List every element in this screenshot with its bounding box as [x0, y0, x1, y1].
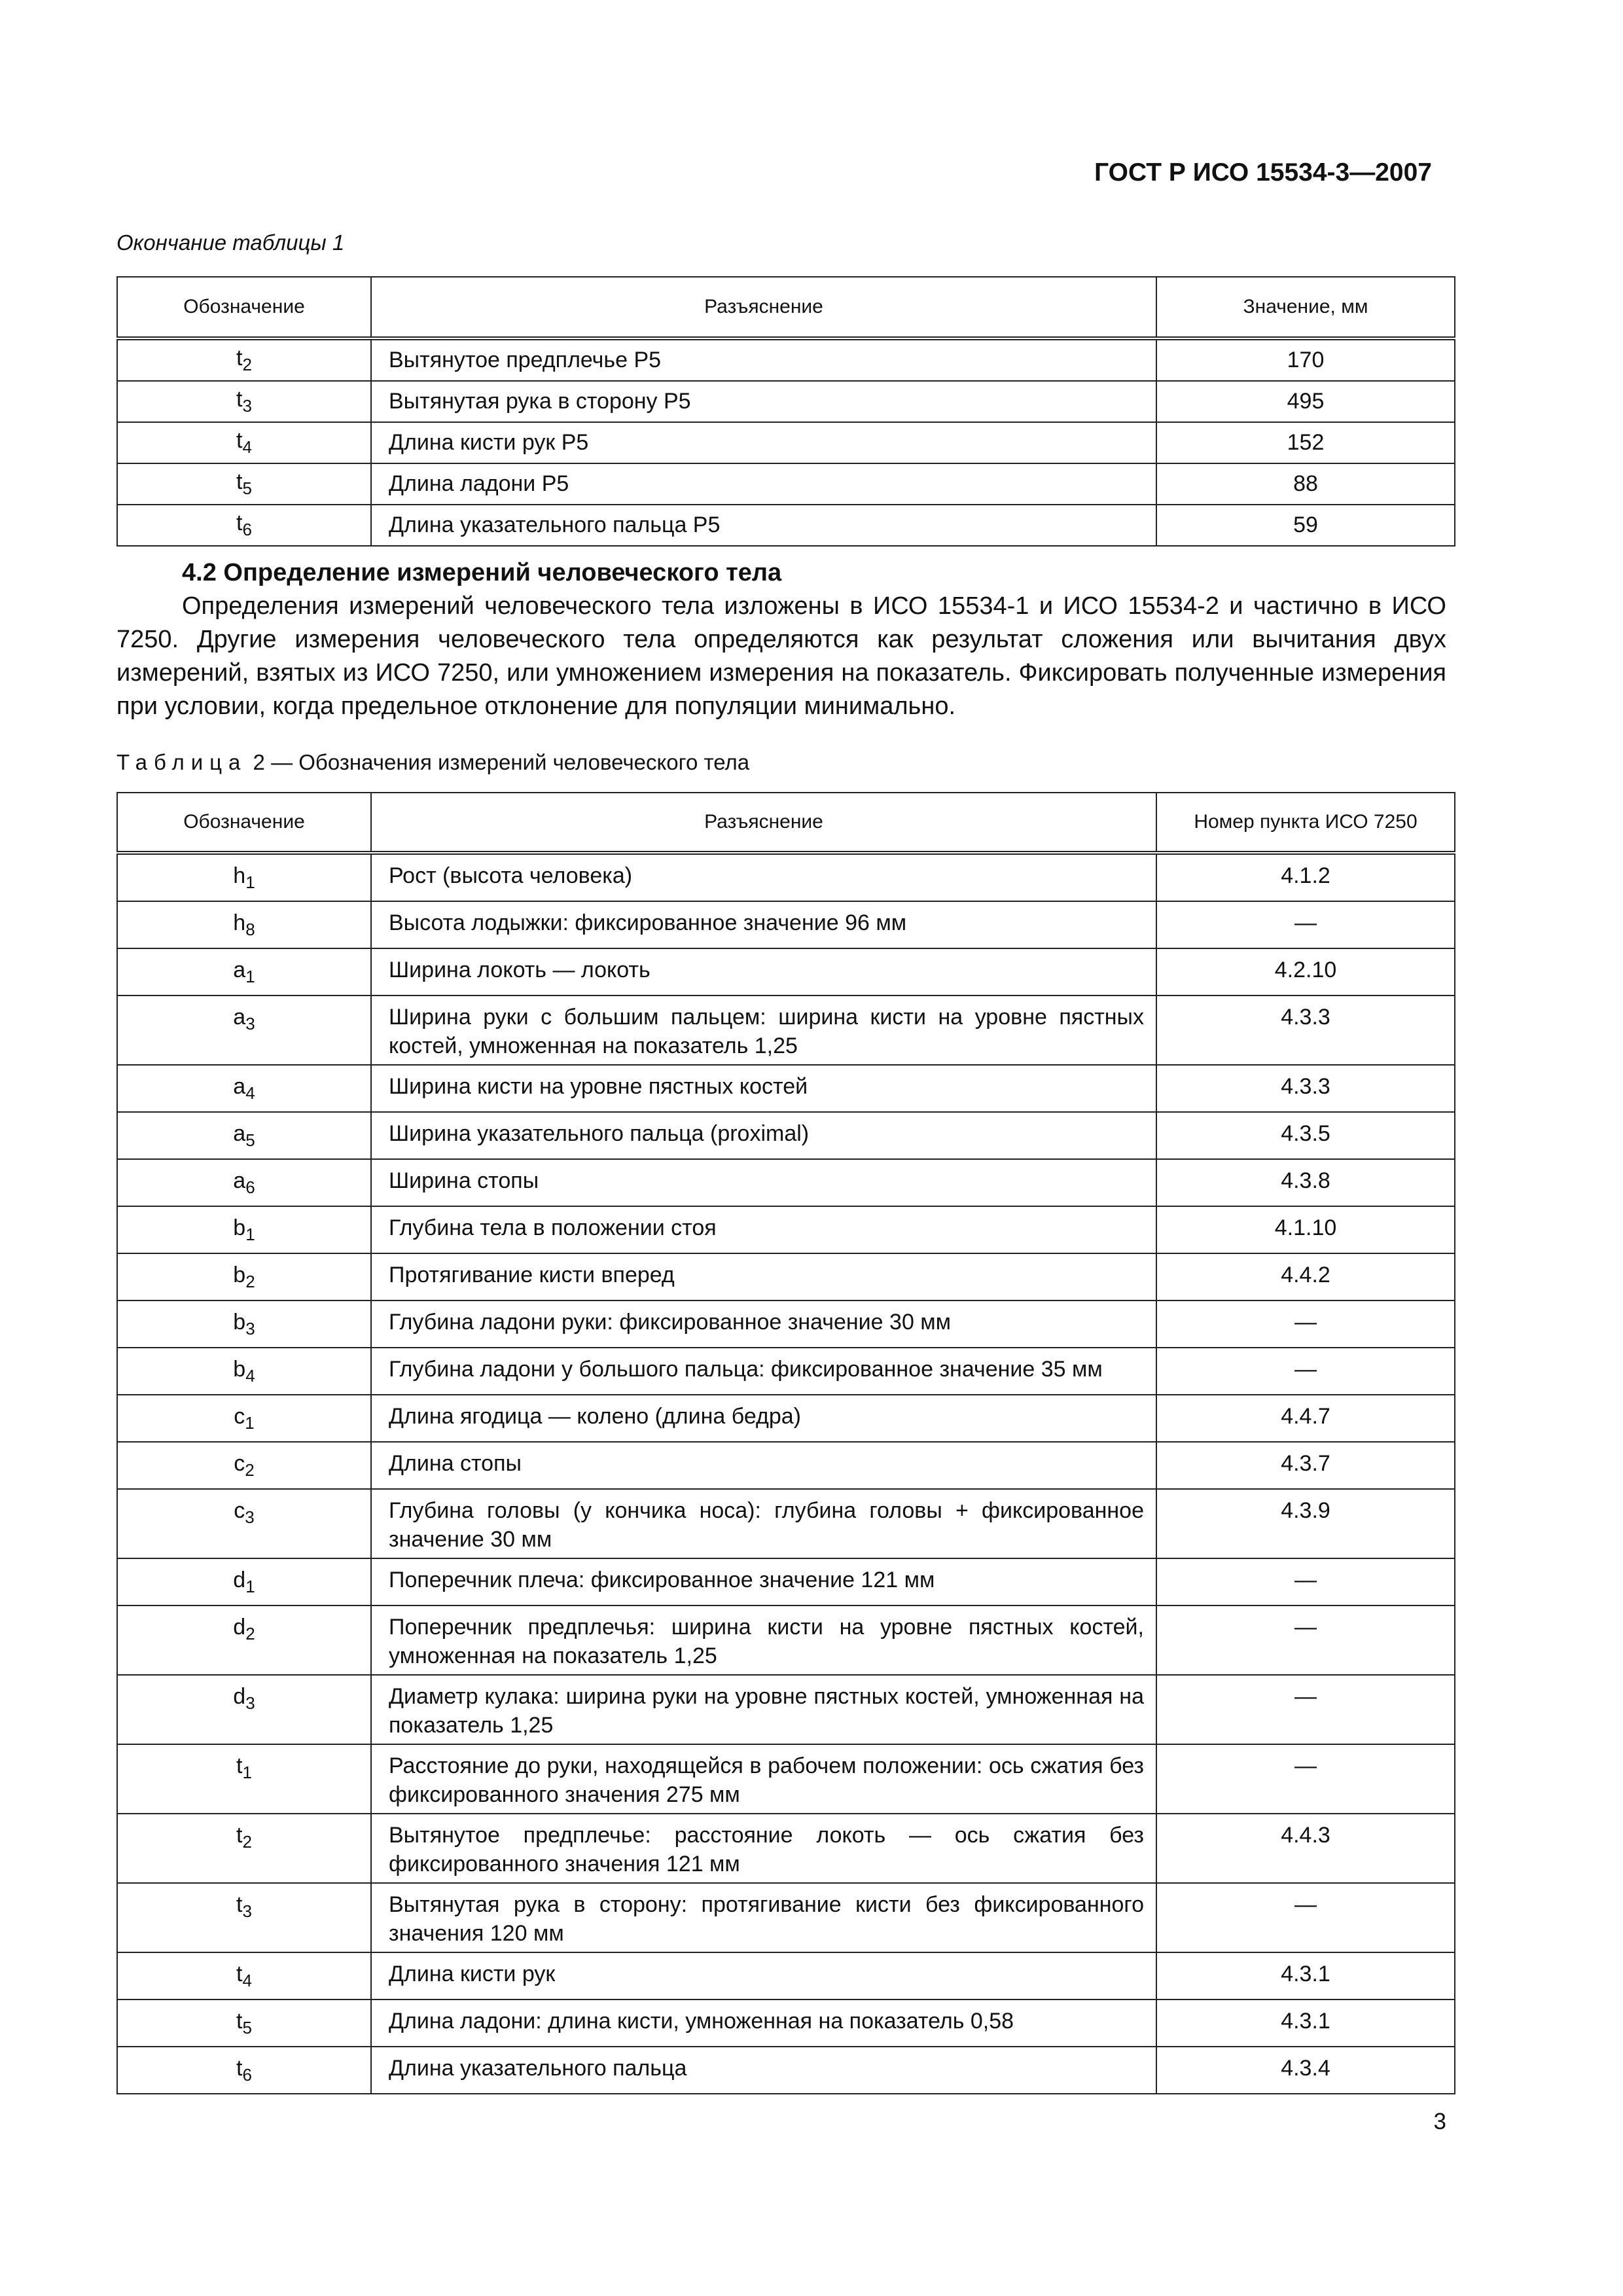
designation-subscript: 3	[245, 1693, 255, 1713]
value-cell: 4.3.3	[1156, 1065, 1455, 1112]
explanation-cell: Длина ладони Р5	[371, 463, 1156, 505]
designation-symbol: t	[236, 469, 243, 494]
table-row	[117, 1675, 1455, 1744]
table-row	[117, 463, 1455, 505]
table-header-row	[117, 793, 1455, 853]
designation-subscript: 2	[242, 355, 252, 374]
column-header-iso-clause: Номер пункта ИСО 7250	[1156, 793, 1455, 853]
explanation-cell: Ширина указательного пальца (proximal)	[371, 1112, 1156, 1159]
designation-cell	[117, 505, 371, 546]
designation-symbol: d	[233, 1615, 246, 1640]
explanation-cell: Длина кисти рук Р5	[371, 422, 1156, 463]
designation-cell	[117, 463, 371, 505]
explanation-cell: Вытянутое предплечье: расстояние локоть — ось сжатия без фиксированного значения 121 мм	[371, 1814, 1156, 1883]
value-cell: 4.1.10	[1156, 1206, 1455, 1253]
designation-symbol: t	[236, 1962, 243, 1986]
designation-subscript: 1	[245, 1413, 255, 1433]
designation-subscript: 1	[245, 1225, 255, 1244]
section-4-2	[116, 556, 1446, 723]
explanation-cell: Глубина головы (у кончика носа): глубина головы + фиксированное значение 30 мм	[371, 1489, 1156, 1558]
table-row	[117, 1952, 1455, 2000]
designation-cell	[117, 338, 371, 381]
designation-symbol: t	[236, 1892, 243, 1917]
designation-cell	[117, 1489, 371, 1558]
designation-subscript: 4	[242, 437, 252, 457]
table-row	[117, 1395, 1455, 1442]
table-row	[117, 1159, 1455, 1206]
designation-symbol: t	[236, 428, 243, 453]
table-row	[117, 901, 1455, 948]
designation-subscript: 5	[242, 2018, 252, 2037]
designation-symbol: a	[233, 1074, 246, 1099]
table-row	[117, 381, 1455, 422]
designation-symbol: c	[234, 1404, 245, 1429]
designation-symbol: h	[233, 910, 246, 935]
designation-cell	[117, 1442, 371, 1489]
explanation-cell: Вытянутая рука в сторону Р5	[371, 381, 1156, 422]
designation-subscript: 5	[242, 478, 252, 498]
explanation-cell: Расстояние до руки, находящейся в рабочем положении: ось сжатия без фиксированного значения 275 мм	[371, 1744, 1156, 1814]
designation-subscript: 6	[242, 2065, 252, 2085]
designation-cell	[117, 1395, 371, 1442]
table-row	[117, 505, 1455, 546]
designation-subscript: 1	[245, 967, 255, 986]
designation-subscript: 4	[245, 1083, 255, 1103]
designation-symbol: a	[233, 958, 246, 982]
designation-cell	[117, 1883, 371, 1952]
section-body: Определения измерений человеческого тела изложены в ИСО 15534-1 и ИСО 15534-2 и частично в ИСО 7250. Другие измерения человеческого тела определяются как результат сложения или вычитания двух измерений, взятых из ИСО 7250, или умножением измерения на показатель. Фиксировать полученные измерения при условии, когда предельное отклонение для популяции минимально.	[116, 592, 1446, 720]
value-cell: 4.3.1	[1156, 2000, 1455, 2047]
value-cell: 4.3.3	[1156, 996, 1455, 1065]
designation-subscript: 6	[242, 520, 252, 539]
value-cell: 4.3.7	[1156, 1442, 1455, 1489]
explanation-cell: Глубина ладони руки: фиксированное значение 30 мм	[371, 1300, 1156, 1348]
explanation-cell: Глубина тела в положении стоя	[371, 1206, 1156, 1253]
designation-symbol: a	[233, 1168, 246, 1193]
value-cell: 4.3.5	[1156, 1112, 1455, 1159]
column-header-explanation: Разъяснение	[371, 793, 1156, 853]
explanation-cell: Ширина локоть — локоть	[371, 948, 1156, 996]
explanation-cell: Вытянутая рука в сторону: протягивание кисти без фиксированного значения 120 мм	[371, 1883, 1156, 1952]
explanation-cell: Ширина руки с большим пальцем: ширина кисти на уровне пястных костей, умноженная на показатель 1,25	[371, 996, 1156, 1065]
table-row	[117, 1206, 1455, 1253]
designation-subscript: 4	[242, 1971, 252, 1990]
designation-cell	[117, 381, 371, 422]
table-row	[117, 1605, 1455, 1675]
designation-symbol: d	[233, 1684, 246, 1709]
value-cell: —	[1156, 1300, 1455, 1348]
designation-symbol: t	[236, 346, 243, 370]
value-cell: —	[1156, 1348, 1455, 1395]
table-row	[117, 996, 1455, 1065]
designation-subscript: 4	[245, 1366, 255, 1386]
designation-symbol: d	[233, 1568, 246, 1592]
value-cell: 4.4.2	[1156, 1253, 1455, 1300]
value-cell: 152	[1156, 422, 1455, 463]
designation-subscript: 1	[245, 1577, 255, 1596]
designation-subscript: 1	[242, 1763, 252, 1782]
value-cell: —	[1156, 1605, 1455, 1675]
explanation-cell: Высота лодыжки: фиксированное значение 96 мм	[371, 901, 1156, 948]
designation-symbol: b	[233, 1215, 246, 1240]
value-cell: 4.3.1	[1156, 1952, 1455, 2000]
table-row	[117, 1253, 1455, 1300]
designation-subscript: 8	[245, 920, 255, 939]
designation-cell	[117, 948, 371, 996]
designation-cell	[117, 1558, 371, 1605]
value-cell: 4.2.10	[1156, 948, 1455, 996]
table-header-row	[117, 277, 1455, 338]
column-header-designation: Обозначение	[117, 277, 371, 338]
column-header-explanation: Разъяснение	[371, 277, 1156, 338]
designation-cell	[117, 1300, 371, 1348]
explanation-cell: Диаметр кулака: ширина руки на уровне пястных костей, умноженная на показатель 1,25	[371, 1675, 1156, 1744]
table-row	[117, 1348, 1455, 1395]
table-row	[117, 1300, 1455, 1348]
designation-cell	[117, 1744, 371, 1814]
designation-subscript: 3	[245, 1014, 255, 1033]
value-cell: 88	[1156, 463, 1455, 505]
explanation-cell: Поперечник предплечья: ширина кисти на уровне пястных костей, умноженная на показатель 1,25	[371, 1605, 1156, 1675]
designation-symbol: t	[236, 2009, 243, 2034]
value-cell: —	[1156, 901, 1455, 948]
explanation-cell: Длина указательного пальца Р5	[371, 505, 1156, 546]
value-cell: —	[1156, 1883, 1455, 1952]
designation-subscript: 2	[242, 1832, 252, 1852]
explanation-cell: Длина стопы	[371, 1442, 1156, 1489]
table2-caption-label: Таблица	[116, 750, 247, 774]
designation-cell	[117, 1206, 371, 1253]
table-row	[117, 1489, 1455, 1558]
table1	[116, 276, 1455, 547]
designation-subscript: 6	[245, 1177, 255, 1197]
designation-symbol: t	[236, 387, 243, 412]
section-title: 4.2 Определение измерений человеческого тела	[182, 559, 782, 586]
designation-cell	[117, 2047, 371, 2094]
table-row	[117, 1065, 1455, 1112]
table1-caption: Окончание таблицы 1	[116, 230, 345, 255]
table-row	[117, 1558, 1455, 1605]
explanation-cell: Длина ладони: длина кисти, умноженная на показатель 0,58	[371, 2000, 1156, 2047]
designation-subscript: 3	[242, 396, 252, 416]
table-row	[117, 948, 1455, 996]
designation-subscript: 2	[245, 1624, 255, 1643]
table-row	[117, 2000, 1455, 2047]
designation-cell	[117, 1814, 371, 1883]
table2	[116, 792, 1455, 2094]
table-row	[117, 422, 1455, 463]
designation-subscript: 3	[245, 1319, 255, 1338]
table-row	[117, 1744, 1455, 1814]
value-cell: 4.4.7	[1156, 1395, 1455, 1442]
explanation-cell: Протягивание кисти вперед	[371, 1253, 1156, 1300]
designation-symbol: c	[234, 1498, 245, 1523]
table-row	[117, 1814, 1455, 1883]
designation-cell	[117, 1348, 371, 1395]
document-code: ГОСТ Р ИСО 15534-3—2007	[1094, 158, 1432, 187]
explanation-cell: Ширина кисти на уровне пястных костей	[371, 1065, 1156, 1112]
explanation-cell: Длина кисти рук	[371, 1952, 1156, 2000]
value-cell: 4.1.2	[1156, 853, 1455, 901]
explanation-cell: Ширина стопы	[371, 1159, 1156, 1206]
table-row	[117, 338, 1455, 381]
designation-subscript: 2	[245, 1460, 255, 1480]
value-cell: 59	[1156, 505, 1455, 546]
designation-symbol: t	[236, 511, 243, 535]
explanation-cell: Длина указательного пальца	[371, 2047, 1156, 2094]
designation-cell	[117, 2000, 371, 2047]
table2-caption	[116, 750, 749, 775]
designation-symbol: b	[233, 1357, 246, 1382]
explanation-cell: Глубина ладони у большого пальца: фиксированное значение 35 мм	[371, 1348, 1156, 1395]
value-cell: —	[1156, 1558, 1455, 1605]
designation-symbol: t	[236, 1823, 243, 1848]
designation-cell	[117, 1112, 371, 1159]
column-header-value: Значение, мм	[1156, 277, 1455, 338]
table2-caption-text: 2 — Обозначения измерений человеческого тела	[247, 750, 750, 774]
table-row	[117, 1112, 1455, 1159]
table-row	[117, 1883, 1455, 1952]
designation-cell	[117, 1952, 371, 2000]
explanation-cell: Поперечник плеча: фиксированное значение 121 мм	[371, 1558, 1156, 1605]
designation-cell	[117, 853, 371, 901]
designation-subscript: 2	[245, 1272, 255, 1291]
designation-cell	[117, 996, 371, 1065]
designation-cell	[117, 422, 371, 463]
value-cell: —	[1156, 1675, 1455, 1744]
designation-symbol: b	[233, 1310, 246, 1335]
designation-symbol: c	[234, 1451, 245, 1476]
page-number: 3	[1433, 2109, 1446, 2134]
designation-symbol: a	[233, 1005, 246, 1030]
designation-symbol: t	[236, 1753, 243, 1778]
value-cell: 4.4.3	[1156, 1814, 1455, 1883]
designation-symbol: t	[236, 2056, 243, 2081]
designation-cell	[117, 901, 371, 948]
value-cell: 495	[1156, 381, 1455, 422]
value-cell: 170	[1156, 338, 1455, 381]
designation-symbol: b	[233, 1263, 246, 1287]
designation-cell	[117, 1065, 371, 1112]
table-row	[117, 2047, 1455, 2094]
value-cell: 4.3.4	[1156, 2047, 1455, 2094]
designation-cell	[117, 1159, 371, 1206]
table-row	[117, 853, 1455, 901]
designation-cell	[117, 1675, 371, 1744]
designation-subscript: 3	[245, 1507, 255, 1527]
value-cell: 4.3.8	[1156, 1159, 1455, 1206]
designation-subscript: 3	[242, 1901, 252, 1921]
column-header-designation: Обозначение	[117, 793, 371, 853]
designation-subscript: 5	[245, 1130, 255, 1150]
table-row	[117, 1442, 1455, 1489]
designation-symbol: h	[233, 863, 246, 888]
designation-cell	[117, 1605, 371, 1675]
designation-cell	[117, 1253, 371, 1300]
designation-symbol: a	[233, 1121, 246, 1146]
designation-subscript: 1	[245, 872, 255, 892]
value-cell: 4.3.9	[1156, 1489, 1455, 1558]
explanation-cell: Рост (высота человека)	[371, 853, 1156, 901]
value-cell: —	[1156, 1744, 1455, 1814]
explanation-cell: Вытянутое предплечье Р5	[371, 338, 1156, 381]
explanation-cell: Длина ягодица — колено (длина бедра)	[371, 1395, 1156, 1442]
